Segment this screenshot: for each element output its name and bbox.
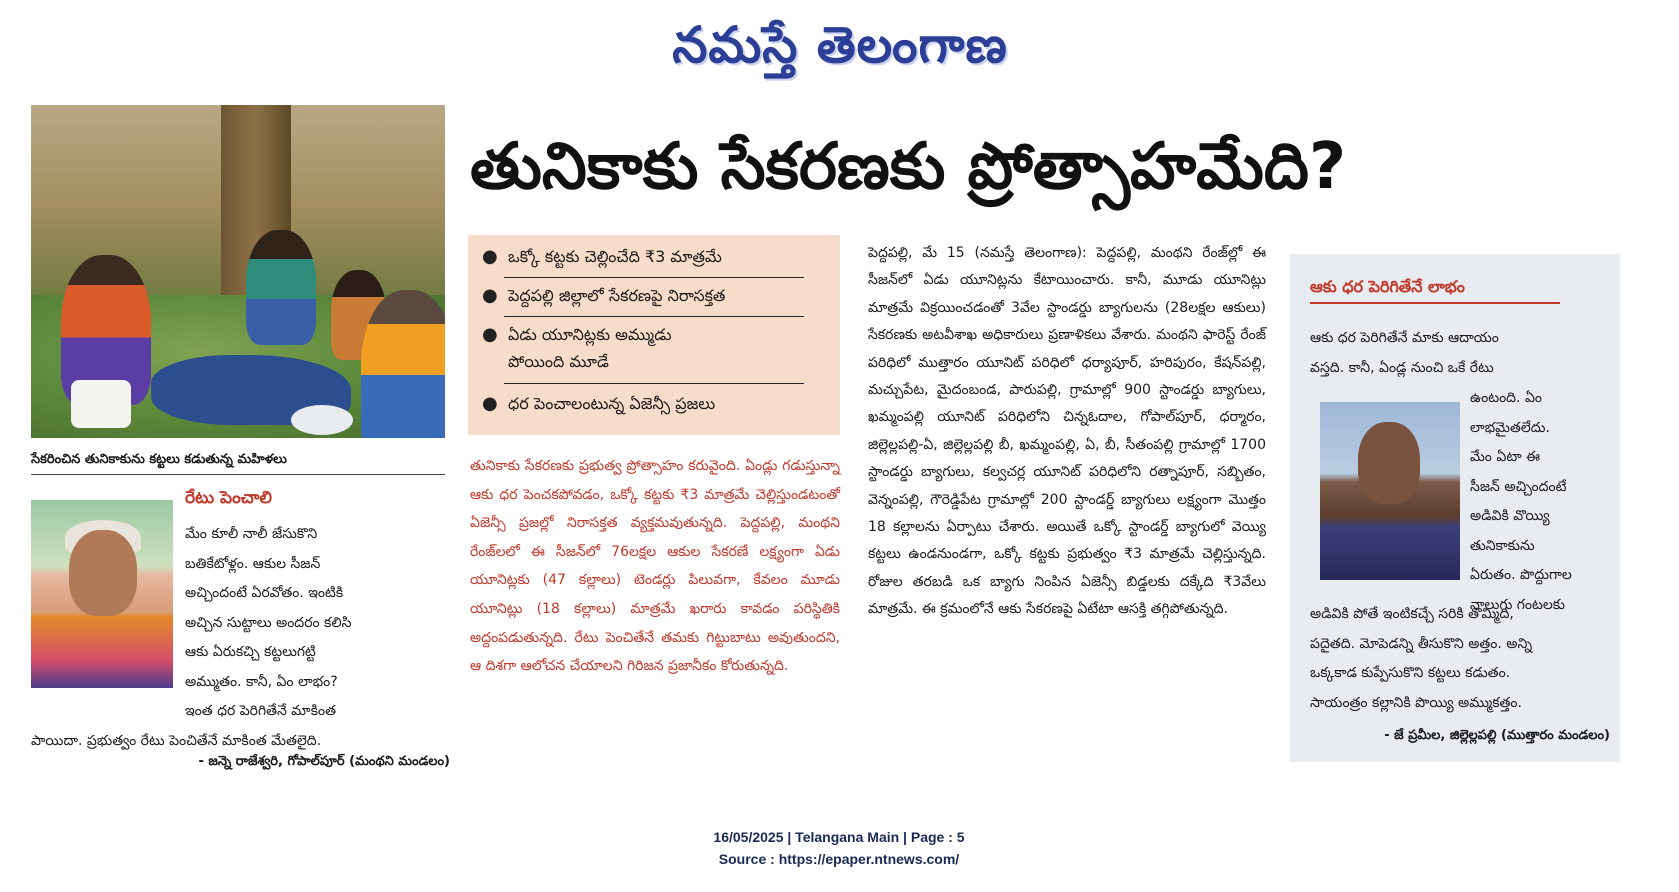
- quote-line: ఒక్కకాడ కుప్పేసుకొని కట్టలు కడుతం.: [1310, 665, 1511, 681]
- photo-caption: సేకరించిన తునికాకును కట్టలు కడుతున్న మహిళలు: [31, 446, 445, 475]
- bullet-icon: ●: [482, 285, 498, 306]
- sidebar-quote-box: [1290, 254, 1620, 762]
- quote-line: ఉంటంది. ఏం: [1470, 390, 1543, 406]
- quote-line: ఇంత ధర పెరిగితేనే మాకింత: [185, 703, 337, 719]
- footer-date-page: 16/05/2025 | Telangana Main | Page : 5: [713, 829, 965, 845]
- quote-line: అడివికి వొయ్యి: [1470, 508, 1550, 524]
- quote-line: పాయిదా. ప్రభుత్వం రేటు పెంచితేనే మాకింత మేతలైది.: [31, 732, 322, 749]
- portrait-face: [69, 530, 137, 616]
- quote-line: ఆకు ధర పెరిగితేనే మాకు ఆదాయం: [1310, 330, 1499, 346]
- bullet-icon: ●: [482, 324, 498, 345]
- highlights-box: [468, 235, 840, 435]
- quote-line: అమ్ముతం. కానీ, ఏం లాభం?: [185, 673, 338, 690]
- report-paragraph: పెద్దపల్లి, మే 15 (నమస్తే తెలంగాణ): పెద్దపల్లి, మంథని రేంజ్‌ల్లో ఈ సీజన్‌లో ఏడు యూనిట్లను కేటాయించారు. కానీ, మూడు యూనిట్లు మాత్రమే విక్రయించడంతో 3వేల స్టాండర్డు బ్యాగులను (28లక్షల ఆకులు) సేకరణకు అటవీశాఖ అధికారులు ప్రణాళికలు వేశారు. మంథని ఫారెస్ట్ రేంజ్ పరిధిలో ముత్తారం యూనిట్ పరిధిలో ధర్యాపూర్, హరిపురం, కేషన్‌పల్లి, మచ్చుపేట, మైదంబండ, పారుపల్లి, గ్రామాల్లో 900 స్టాండర్డు బ్యాగులు, ఖమ్మంపల్లి యూనిట్ పరిధిలోని చిన్నఓదాల, గోపాల్‌పూర్, ధర్మారం, జిల్లెల్లపల్లి-ఏ, జిల్లెల్లపల్లి బీ, ఖమ్మంపల్లి, ఏ, బీ, సీతంపల్లి గ్రామాల్లో 1700 స్టాండర్డు బ్యాగులు, కల్వచర్ల యూనిట్ పరిధిలోని రత్నాపూర్, సబ్బితం, వెన్నంపల్లి, గౌరెడ్డిపేట గ్రామాల్లో 200 స్టాండర్డ్ బ్యాగులు లక్ష్యంగా మొత్తం 18 కల్లాలను ఏర్పాటు చేశారు. అయితే ఒక్కో స్టాండర్డ్ బ్యాగులో వెయ్యి కట్టలు ఉండనుండగా, ఒక్కో కట్టకు ప్రభుత్వం ₹3 మాత్రమే చెల్లిస్తున్నది. రోజుల తరబడి ఒక బ్యాగు నింపిన ఏజెన్సీ బిడ్డలకు దక్కేది ₹3వేలు మాత్రమే. ఈ క్రమంలోనే ఆకు సేకరణపై ఏటేటా ఆసక్తి తగ్గిపోతున్నది.: [868, 245, 1266, 618]
- divider: [504, 383, 804, 384]
- quote-line: అడివికి పోతే ఇంటికచ్చే సరికి తొమ్మిది,: [1310, 606, 1514, 622]
- footer: [539, 826, 1139, 870]
- sidebar-portrait: [1320, 402, 1460, 580]
- quote-line: తునికాకును: [1470, 537, 1535, 554]
- bullet-icon: ●: [482, 246, 498, 267]
- sidebar-text-narrow: [1470, 384, 1615, 620]
- quote-line: వస్తది. కానీ, ఏండ్ల నుంచి ఒకే రేటు: [1310, 359, 1494, 376]
- photo-bowl: [291, 405, 353, 435]
- bullet-icon: ●: [482, 393, 498, 414]
- quote-line: నాలుగు గంటలకు: [1470, 596, 1565, 613]
- masthead-logo: నమస్తే తెలంగాణ: [672, 15, 1008, 74]
- farmer-quote-signature: - జన్నె రాజేశ్వరి, గోపాల్‌పూర్ (మంథని మండలం): [198, 754, 450, 769]
- portrait-face: [1358, 422, 1420, 504]
- divider: [504, 277, 804, 278]
- quote-line: పదైతది. మోపెడన్ని తీసుకొని అత్తం. అన్ని: [1310, 635, 1533, 652]
- farmer-portrait: [31, 500, 173, 688]
- photo-women-bundling-leaves: [31, 105, 445, 438]
- quote-line: సీజన్ అచ్చిందంటే: [1470, 478, 1567, 495]
- quote-line: మేం ఏటా ఈ: [1470, 449, 1540, 465]
- sidebar-text-top: [1310, 324, 1610, 383]
- sidebar-signature: - జే ప్రమీల, జిల్లెల్లపల్లి (ముత్తారం మండలం): [1384, 728, 1610, 743]
- quote-line: అచ్చిందంటే ఏరవోతం. ఇంటికి: [185, 585, 344, 601]
- highlight-text: ఏడు యూనిట్లకు అమ్ముడు పోయింది మూడే: [508, 325, 672, 371]
- photo-woman-2: [246, 230, 316, 345]
- photo-woman-3: [361, 290, 445, 438]
- sidebar-text-bottom: [1310, 600, 1610, 718]
- sidebar-heading: ఆకు ధర పెరిగితేనే లాభం: [1310, 272, 1560, 304]
- highlight-text: ఒక్కో కట్టకు చెల్లించేది ₹3 మాత్రమే: [508, 247, 722, 266]
- highlight-text: పెద్దపల్లి జిల్లాలో సేకరణపై నిరాసక్తత: [508, 286, 726, 305]
- quote-line: బతికేటోళ్లం. ఆకుల సీజన్: [185, 555, 321, 572]
- farmer-quote-heading: రేటు పెంచాలి: [185, 488, 272, 508]
- intro-paragraph: తునికాకు సేకరణకు ప్రభుత్వ ప్రోత్సాహం కరువైంది. ఏండ్లు గడుస్తున్నా ఆకు ధర పెంచకపోవడం, ఒక్కో కట్టకు ₹3 మాత్రమే చెల్లిస్తుండటంతో ఏజెన్సీ ప్రజల్లో నిరాసక్తత వ్యక్తమవుతున్నది. పెద్దపల్లి, మంథని రేంజ్‌లలో ఈ సీజన్‌లో 76లక్షల ఆకుల సేకరణే లక్ష్యంగా ఏడు యూనిట్లకు (47 కల్లాలు) టెండర్లు పిలువగా, కేవలం మూడు యూనిట్లు (18 కల్లాలు) మాత్రమే ఖరారు కావడం పరిస్థితికి అద్దంపడుతున్నది. రేటు పెంచితేనే తమకు గిట్టుబాటు అవుతుందని, ఆ దిశగా ఆలోచన చేయాలని గిరిజన ప్రజానీకం కోరుతున్నది.: [470, 458, 840, 675]
- quote-line: ఏరుతం. పొద్దుగాల: [1470, 567, 1572, 583]
- quote-line: ఆకు ఏరుకచ్చి కట్టలుగట్టి: [185, 644, 316, 660]
- quote-line: అచ్చిన సుట్టాలు అందరం కలిసి: [185, 614, 352, 631]
- highlight-text: ధర పెంచాలంటున్న ఏజెన్సీ ప్రజలు: [508, 394, 716, 413]
- footer-source: Source : https://epaper.ntnews.com/: [718, 851, 960, 867]
- divider: [504, 316, 804, 317]
- quote-line: సాయంత్రం కల్లానికి పొయ్యి అమ్ముకత్తం.: [1310, 694, 1522, 711]
- headline: తునికాకు సేకరణకు ప్రోత్సాహమేది?: [470, 130, 1347, 204]
- quote-line: మేం కూలీ నాలీ జేసుకొని: [185, 526, 318, 542]
- photo-bucket: [71, 380, 131, 428]
- farmer-quote-text: [185, 520, 445, 697]
- quote-line: లాభమైతలేదు.: [1470, 419, 1550, 436]
